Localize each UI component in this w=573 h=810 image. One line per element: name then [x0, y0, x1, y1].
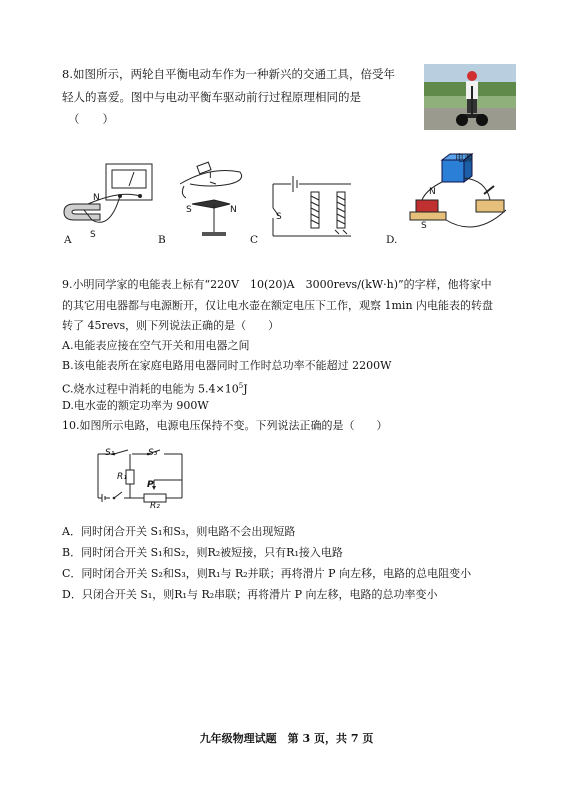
- q9-line-1: 9.小明同学家的电能表上标有“220V 10(20)A 3000revs/(kW·h)”的字样，他将家中: [62, 278, 492, 291]
- fig-b-n-label: N: [230, 205, 237, 215]
- q10-option-a: A．同时闭合开关 S₁和S₃，则电路不会出现短路: [62, 525, 296, 538]
- q9-option-b: B.该电能表所在家庭电路用电器同时工作时总功率不能超过 2200W: [62, 359, 392, 372]
- circuit-r2-label: R₂: [150, 501, 160, 511]
- segway-photo: [424, 64, 516, 130]
- q10-line-1: 10.如图所示电路，电源电压保持不变。下列说法正确的是（ ）: [62, 419, 388, 432]
- q8-option-a: A: [64, 234, 72, 246]
- fig-b-i-label: I: [209, 171, 212, 181]
- q10-option-d: D．只闭合开关 S₁，则R₁与 R₂串联；再将滑片 P 向左移，电路的总功率变小: [62, 588, 438, 601]
- q8-option-c: C: [250, 234, 259, 246]
- q9-line-3: 转了 45revs，则下列说法正确的是（ ）: [62, 319, 280, 332]
- fig-d-source-label: 电源: [455, 154, 474, 164]
- q8-option-d: D.: [386, 234, 398, 246]
- q9-option-c: C.烧水过程中消耗的电能为 $5.4\times 10^5J$: [62, 382, 248, 396]
- figure-a-generator: [60, 160, 160, 242]
- fig-d-s-label: S: [421, 221, 427, 231]
- q9-option-a: A.电能表应接在空气开关和用电器之间: [62, 339, 250, 352]
- fig-a-s-label: S: [90, 230, 96, 240]
- q8-line-3: （ ）: [68, 112, 114, 126]
- circuit-s3-label: S₃: [148, 448, 158, 458]
- page-footer: 九年级物理试题 第 3 页，共 7 页: [199, 732, 374, 745]
- fig-b-s-label: S: [186, 205, 192, 215]
- q9-line-2: 的其它用电器都与电源断开，仅让电水壶在额定电压下工作，观察 1min 内电能表的转盘: [62, 299, 494, 312]
- circuit-p-label: P: [147, 480, 154, 490]
- fig-a-n-label: N: [93, 193, 100, 203]
- q10-option-c: C．同时闭合开关 S₂和S₃，则R₁与 R₂并联；再将滑片 P 向左移，电路的总电阻变小: [62, 567, 472, 580]
- q8-line-1: 8.如图所示，两轮自平衡电动车作为一种新兴的交通工具，倍受年: [62, 67, 395, 81]
- q9-option-d: D.电水壶的额定功率为 900W: [62, 399, 209, 412]
- q8-option-b: B: [158, 234, 166, 246]
- fig-c-s-label: S: [276, 212, 282, 222]
- circuit-s1-label: S₁: [105, 448, 115, 458]
- fig-d-n-label: N: [429, 187, 436, 197]
- q8-line-2: 轻人的喜爱。图中与电动平衡车驱动前行过程原理相同的是: [62, 90, 361, 104]
- circuit-r1-label: R₁: [117, 472, 127, 482]
- q10-option-b: B．同时闭合开关 S₁和S₂，则R₂被短接，只有R₁接入电路: [62, 546, 343, 559]
- figure-c-electromagnet: [265, 170, 355, 240]
